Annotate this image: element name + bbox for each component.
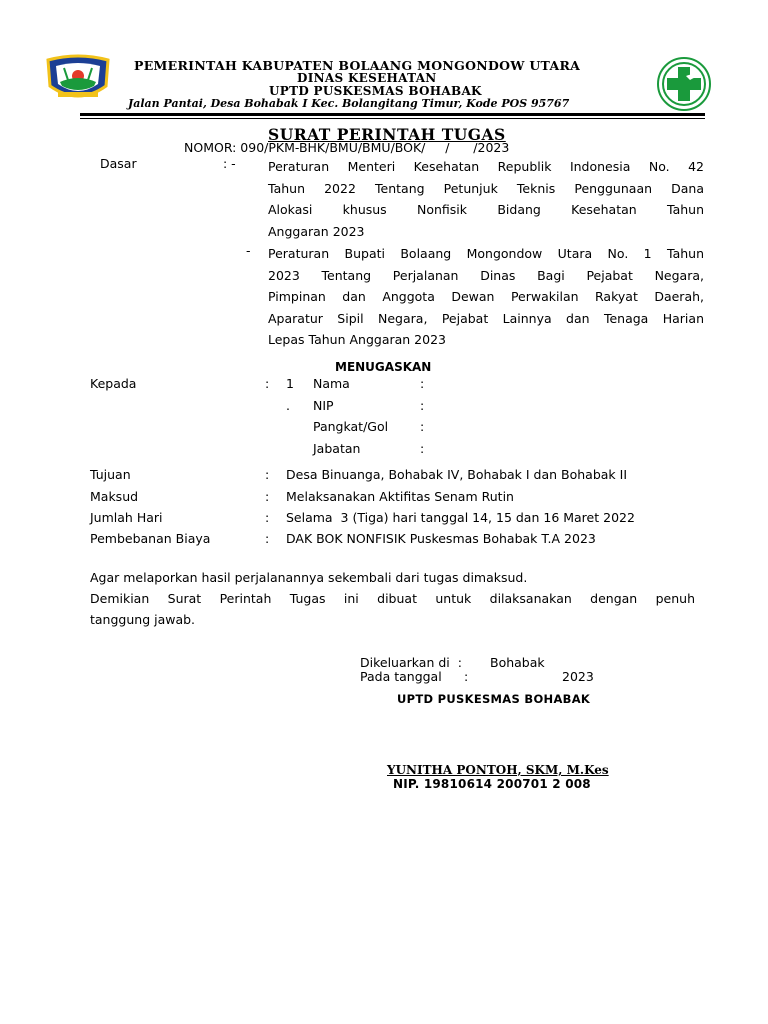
kepada-number-dot: . <box>286 398 290 413</box>
signatory-name: YUNITHA PONTOH, SKM, M.Kes <box>387 763 609 777</box>
field-jabatan-colon: : <box>420 441 425 456</box>
dasar-item-1-line: Peraturan Menteri Kesehatan Republik Indonesia No. 42 <box>268 159 704 174</box>
dasar-item-2-line: 2023 Tentang Perjalanan Dinas Bagi Pejabat Negara, <box>268 267 704 283</box>
closing-report-line: Agar melaporkan hasil perjalanannya sekembali dari tugas dimaksud. <box>90 570 528 585</box>
dasar-label: Dasar <box>100 156 137 171</box>
issued-at-label: Dikeluarkan di : <box>360 655 462 670</box>
closing-statement-line: Demikian Surat Perintah Tugas ini dibuat untuk dilaksanakan dengan penuh <box>90 591 695 606</box>
detail-pembebanan-biaya-label: Pembebanan Biaya <box>90 531 211 546</box>
dasar-item-2-line: Lepas Tahun Anggaran 2023 <box>268 332 446 347</box>
kepada-colon: : <box>265 376 270 391</box>
field-nama-label: Nama <box>313 376 350 391</box>
document-number: NOMOR: 090/PKM-BHK/BMU/BMU/BOK/ / /2023 <box>184 140 510 155</box>
detail-tujuan-value: Desa Binuanga, Bohabak IV, Bohabak I dan Bohabak II <box>286 467 628 482</box>
detail-jumlah-hari-label: Jumlah Hari <box>90 510 163 525</box>
health-cross-logo-icon <box>656 56 712 112</box>
dasar-item-1-line: Tahun 2022 Tentang Petunjuk Teknis Penggunaan Dana <box>268 180 704 196</box>
field-jabatan-label: Jabatan <box>313 441 361 456</box>
letterhead-address: Jalan Pantai, Desa Bohabak I Kec. Bolangitang Timur, Kode POS 95767 <box>128 97 570 110</box>
closing-statement-line-2: tanggung jawab. <box>90 612 196 627</box>
date-colon: : <box>464 669 469 684</box>
dasar-item-1-line: Alokasi khusus Nonfisik Bidang Kesehatan Tahun <box>268 202 704 217</box>
field-nip-colon: : <box>420 398 425 413</box>
dasar-item-2-line: Peraturan Bupati Bolaang Mongondow Utara No. 1 Tahun <box>268 246 704 261</box>
detail-pembebanan-biaya-value: DAK BOK NONFISIK Puskesmas Bohabak T.A 2023 <box>286 531 596 546</box>
detail-pembebanan-biaya-colon: : <box>265 531 270 546</box>
date-value: 2023 <box>562 669 594 684</box>
dasar-colon: : - <box>223 156 236 171</box>
detail-jumlah-hari-colon: : <box>265 510 270 525</box>
dasar-item-2 <box>268 243 704 351</box>
issued-at-value: Bohabak <box>490 655 545 670</box>
menugaskan-heading: MENUGASKAN <box>335 360 432 374</box>
signature-institution: UPTD PUSKESMAS BOHABAK <box>397 692 591 706</box>
date-label: Pada tanggal <box>360 669 442 684</box>
dasar-item-2-dash: - <box>246 243 251 258</box>
regency-logo-icon <box>44 54 112 104</box>
detail-maksud-colon: : <box>265 489 270 504</box>
field-nip-label: NIP <box>313 398 334 413</box>
kepada-number: 1 <box>286 376 294 391</box>
field-pangkat-colon: : <box>420 419 425 434</box>
field-pangkat-label: Pangkat/Gol <box>313 419 389 434</box>
letterhead-thin-rule <box>80 118 705 119</box>
field-nama-colon: : <box>420 376 425 391</box>
detail-maksud-label: Maksud <box>90 489 139 504</box>
document-title: SURAT PERINTAH TUGAS <box>268 125 506 144</box>
dasar-item-2-line: Aparatur Sipil Negara, Pejabat Lainnya dan Tenaga Harian <box>268 310 704 326</box>
kepada-label: Kepada <box>90 376 137 391</box>
signatory-nip: NIP. 19810614 200701 2 008 <box>393 777 591 791</box>
detail-tujuan-label: Tujuan <box>90 467 131 482</box>
letterhead-unit: UPTD PUSKESMAS BOHABAK <box>269 84 482 98</box>
detail-tujuan-colon: : <box>265 467 270 482</box>
dasar-item-1 <box>268 156 704 242</box>
dasar-item-1-line: Anggaran 2023 <box>268 223 365 239</box>
detail-maksud-value: Melaksanakan Aktifitas Senam Rutin <box>286 489 514 504</box>
letterhead-thick-rule <box>80 113 705 116</box>
letterhead-department: DINAS KESEHATAN <box>297 71 437 85</box>
detail-jumlah-hari-value: Selama 3 (Tiga) hari tanggal 14, 15 dan 16 Maret 2022 <box>286 510 635 525</box>
letterhead-government: PEMERINTAH KABUPATEN BOLAANG MONGONDOW UTARA <box>134 58 581 73</box>
dasar-item-2-line: Pimpinan dan Anggota Dewan Perwakilan Rakyat Daerah, <box>268 289 704 304</box>
